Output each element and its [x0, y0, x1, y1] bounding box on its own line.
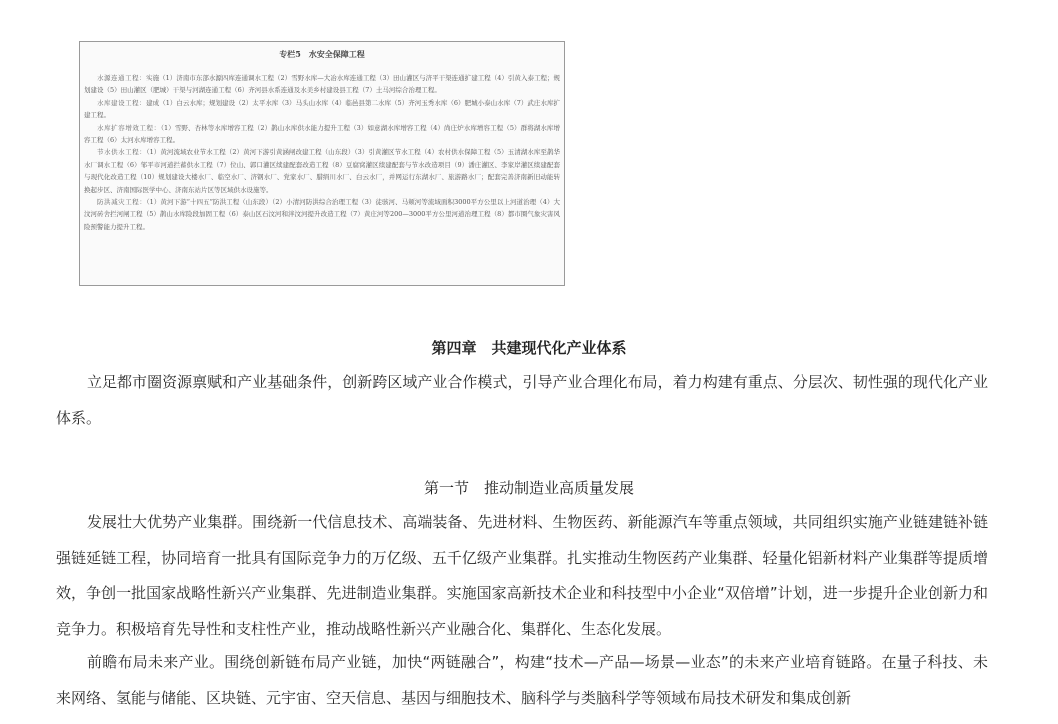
box-paragraph-text: （1）黄河下游“十四五”防洪工程（山东段）（2）小清河防洪综合治理工程（3）徒骇河、马颊河等流域面积3000平方公里以上河道治理（4）大汶河砖舍拦河闸工程（5）鹊山水库险段加固工程（6）泰山区石汶河和泮汶河提升改造工程（7）黄庄河等200—3000平方公里河道治理工程（8）都市圈气象灾害风险预警能力提升工程。 — [84, 198, 560, 231]
water-security-project-box — [79, 41, 565, 286]
box-paragraph — [84, 122, 560, 147]
body-paragraph: 发展壮大优势产业集群。围绕新一代信息技术、高端装备、先进材料、生物医药、新能源汽车等重点领域，共同组织实施产业链建链补链强链延链工程，协同培育一批具有国际竞争力的万亿级、五千亿级产业集群。扎实推动生物医药产业集群、轻量化铝新材料产业集群等提质增效，争创一批国家战略性新兴产业集群、先进制造业集群。实施国家高新技术企业和科技型中小企业“双倍增”计划，进一步提升企业创新力和竞争力。积极培育先导性和支柱性产业，推动战略性新兴产业融合化、集群化、生态化发展。 — [56, 513, 988, 638]
box-paragraph-lead: 节水供水工程： — [97, 148, 147, 157]
box-paragraph-text: 建成（1）白云水库；规划建设（2）太平水库（3）马头山水库（4）临邑县第二水库（5）齐河玉秀水库（6）肥城小泰山水库（7）武庄水库扩建工程。 — [84, 98, 561, 120]
box-paragraph-lead: 水库建设工程： — [97, 98, 147, 107]
section-title: 第一节 推动制造业高质量发展 — [423, 479, 634, 497]
box-body — [84, 72, 560, 233]
body-paragraph: 前瞻布局未来产业。围绕创新链布局产业链，加快“两链融合”，构建“技术—产品—场景—业态”的未来产业培育链路。在量子科技、未来网络、氢能与储能、区块链、元宇宙、空天信息、基因与细胞技术、脑科学与类脑科学等领域布局技术研发和集成创新 — [56, 653, 988, 707]
box-paragraph — [84, 146, 560, 196]
chapter-intro: 立足都市圈资源禀赋和产业基础条件，创新跨区域产业合作模式，引导产业合理化布局，着力构建有重点、分层次、韧性强的现代化产业体系。 — [56, 373, 988, 427]
box-paragraph-lead: 水库扩容增效工程： — [97, 123, 161, 132]
box-paragraph-lead: 防洪减灾工程： — [97, 198, 147, 207]
box-paragraph — [84, 196, 560, 233]
box-paragraph-text: 实施（1）济南市东部水源四库连通调水工程（2）雪野水库—大冶水库连通工程（3）田山灌区与济平干渠连通扩建工程（4）引黄入泰工程；规划建设（5）田山灌区（肥城）干渠与河湖连通工程（6）齐河县水系连通及水美乡村建设县工程（7）土马河综合治理工程。 — [84, 74, 561, 95]
chapter-title: 第四章 共建现代化产业体系 — [431, 339, 627, 357]
box-paragraph — [84, 97, 560, 122]
box-title: 专栏5 水安全保障工程 — [279, 49, 365, 59]
box-paragraph-text: （1）雪野、杏林等水库增容工程（2）鹊山水库供水能力提升工程（3）如意湖水库增容工程（4）尚庄炉水库增容工程（5）群将湖水库增容工程（6）太河水库增容工程。 — [84, 123, 561, 145]
box-paragraph-text: （1）黄河流域农业节水工程（2）黄河下游引黄涵闸改建工程（山东段）（3）引黄灌区节水工程（4）农村供水保障工程（5）玉清湖水库至鹊华水厂调水工程（6）邹平市河道拦蓄供水工程（7）位山、郭口灌区续建配套改造工程（8）豆腐窝灌区续建配套与节水改造项目（9）潘庄灌区、李家岸灌区续建配套与现代化改造工程（10）规划建设大楼水厂、临空水厂、济钢水厂、党家水厂、腊绢川水厂、白云水厂，并网运行东湖水厂、旅游路水厂；配套完善济南新旧动能转换起步区、济南国际医学中心、济南东站片区等区域供水设施等。 — [84, 148, 560, 194]
box-paragraph — [84, 72, 560, 97]
box-paragraph-lead: 水源连通工程： — [97, 74, 147, 82]
